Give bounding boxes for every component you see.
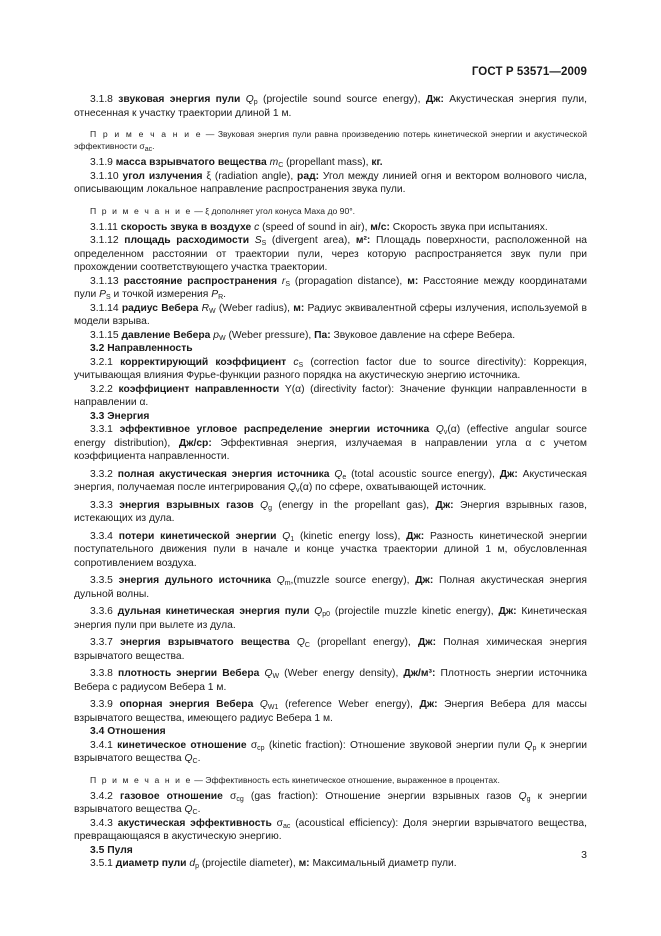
clause-3-3-9: 3.3.9 опорная энергия Вебера $Q_{W1}$ (reference Weber energy), Дж: Энергия Вебера для массы взрывчатого вещества, имеющего радиус Вебера 1 м. [74, 699, 587, 724]
clause-3-2-1: 3.2.1 корректирующий коэффициент $c_S$ (correction factor due to source directivity): Коррекция, учитывающая влияния Фурье-функции разного порядка на акустическую энергию источника. [74, 356, 587, 381]
clause-3-3-3: 3.3.3 энергия взрывных газов $Q_g$ (energy in the propellant gas), Дж: Энергия взрывных газов, истекающих из дула. [74, 499, 587, 524]
note-3: П р и м е ч а н и е — Эффективность есть кинетическое отношение, выраженное в процентах. [90, 774, 500, 785]
note-1: П р и м е ч а н и е — Звуковая энергия пули равна произведению потерь кинетической энергии и акустической эффективности $\sigma_{ac}$. [74, 129, 587, 153]
document-header: ГОСТ Р 53571—2009 [471, 66, 587, 78]
clause-3-1-14: 3.1.14 радиус Вебера $R_W$ (Weber radius), м: Радиус эквивалентной сферы излучения, используемой в модели взрыва. [74, 302, 587, 327]
clause-3-4-2: 3.4.2 газовое отношение $\sigma_{cg}$ (gas fraction): Отношение энергии взрывных газов $Q_g$ к энергии взрывчатого вещества $Q_C$. [74, 790, 587, 816]
clause-3-3-8: 3.3.8 плотность энергии Вебера $Q_W$ (Weber energy density), Дж/м³: Плотность энергии источника Вебера с радиусом Вебера 1 м. [74, 668, 587, 693]
clause-3-3-5: 3.3.5 энергия дульного источника $Q_m,(muzzle$ source energy), Дж: Полная акустическая энергия дульной волны. [74, 575, 587, 600]
section-heading-3-4: 3.4 Отношения [90, 726, 166, 737]
note-2: П р и м е ч а н и е — ξ дополняет угол конуса Маха до 90°. [90, 205, 356, 216]
clause-3-1-11: 3.1.11 скорость звука в воздухе c (speed of sound in air), м/с: Скорость звука при испытаниях. [90, 221, 548, 233]
clause-3-4-1: 3.4.1 кинетическое отношение $\sigma_{cp}$ (kinetic fraction): Отношение звуковой энергии пули $Q_p$ к энергии взрывчатого вещества $Q_C$. [74, 739, 587, 765]
clause-3-3-7: 3.3.7 энергия взрывчатого вещества $Q_C$ (propellant energy), Дж: Полная химическая энергия взрывчатого вещества. [74, 637, 587, 662]
clause-3-1-15: 3.1.15 давление Вебера $p_W$ (Weber pressure), Па: Звуковое давление на сфере Вебера. [90, 329, 516, 342]
clause-3-1-13: 3.1.13 расстояние распространения $r_S$ (propagation distance), м: Расстояние между координатами пули $P_S$ и точкой измерения $P_R$. [74, 275, 587, 301]
clause-3-2-2: 3.2.2 коэффициент направленности Y(α) (directivity factor): Значение функции направленности в направлении α. [74, 383, 587, 408]
clause-3-5-1: 3.5.1 диаметр пули $d_p$ (projectile diameter), м: Максимальный диаметр пули. [90, 858, 457, 870]
document-body [74, 93, 587, 871]
section-heading-3-2: 3.2 Направленность [90, 343, 193, 354]
clause-3-1-9: 3.1.9 масса взрывчатого вещества $m_C$ (propellant mass), кг. [90, 157, 383, 169]
clause-3-3-4: 3.3.4 потери кинетической энергии $Q_1$ (kinetic energy loss), Дж: Разность кинетической энергии поступательного движения пули в начале и конце участка траектории длиной 1 м, обусловленная сопротивлением воздуха. [74, 530, 587, 569]
clause-3-3-6: 3.3.6 дульная кинетическая энергия пули $Q_{p0}$ (projectile muzzle kinetic energy), Дж: Кинетическая энергия пули при вылете из дула. [74, 606, 587, 631]
section-heading-3-3: 3.3 Энергия [90, 410, 150, 422]
page-number: 3 [581, 849, 587, 861]
clause-3-4-3: 3.4.3 акустическая эффективность $\sigma_{ac}$ (acoustical efficiency): Доля энергии взрывчатого вещества, превращающаяся в акустическую энергию. [74, 817, 587, 842]
clause-3-1-8: 3.1.8 звуковая энергия пули $Q_p$ (projectile sound source energy), Дж: Акустическая энергия пули, отнесенная к участку траектории длиной 1 м. [74, 94, 587, 119]
clause-3-3-1: 3.3.1 эффективное угловое распределение энергии источника $Q_v(\alpha)$ (effective angular source energy distribution), Дж/ср: Эффективная энергия, излучаемая в направлении угла α с учетом коэффициента направленности. [74, 424, 587, 462]
clause-3-1-10: 3.1.10 угол излучения ξ (radiation angle), рад: Угол между линией огня и вектором волнового числа, описывающим локальное направление распространения звука пули. [74, 170, 587, 195]
clause-3-3-2: 3.3.2 полная акустическая энергия источника $Q_e$ (total acoustic source energy), Дж: Акустическая энергия, получаемая после интегрирования $Q_v(\alpha)$ по сфере, охватывающей источник. [74, 468, 587, 494]
clause-3-1-12: 3.1.12 площадь расходимости $S_S$ (divergent area), м²: Площадь поверхности, расположенной на определенном расстоянии от траектории пули, через которую распространяется звук пули при прохождении соответствующего участка траектории. [74, 235, 587, 273]
section-heading-3-5: 3.5 Пуля [90, 844, 133, 856]
